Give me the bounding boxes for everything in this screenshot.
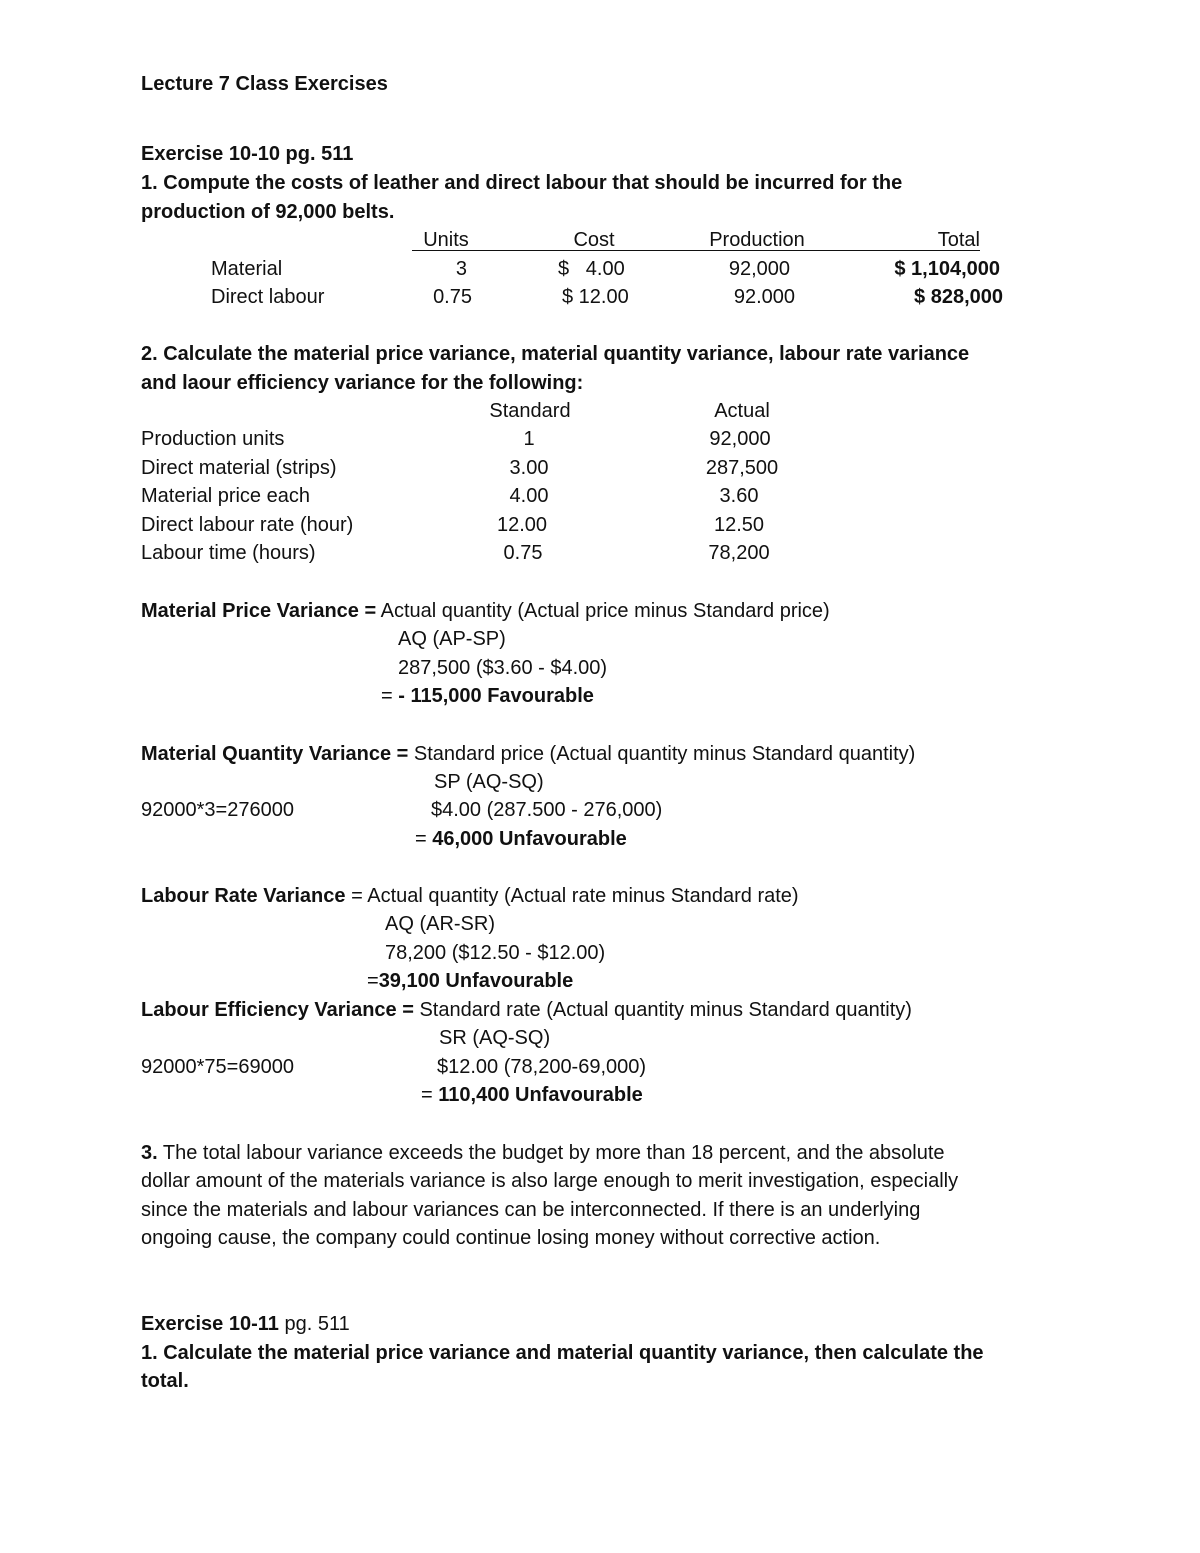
mqv-result-line	[415, 827, 627, 851]
mqv-short: SP (AQ-SQ)	[434, 771, 544, 793]
cell-production: 92,000	[728, 258, 790, 280]
exercise-2-question-line-2: total.	[141, 1370, 189, 1392]
lev-short: SR (AQ-SQ)	[439, 1027, 551, 1049]
mqv-calc: $4.00 (287.500 - 276,000)	[431, 799, 663, 821]
mqv-line	[141, 742, 915, 766]
q3-line-3: since the materials and labour variances can be interconnected. If there is an underlying	[141, 1199, 921, 1221]
lev-calc: $12.00 (78,200-69,000)	[437, 1056, 647, 1078]
cell-standard: 3.00	[509, 457, 549, 479]
q3-line-4: ongoing cause, the company could continue losing money without corrective action.	[141, 1227, 881, 1249]
lev-side-calc: 92000*75=69000	[141, 1056, 294, 1078]
col-header-total: Total	[937, 229, 980, 251]
lev-result-line	[421, 1083, 643, 1107]
exercise-2-title	[141, 1312, 350, 1336]
cell-cost: $ 12.00	[562, 286, 629, 308]
exercise-title: Exercise 10-10 pg. 511	[141, 143, 354, 165]
cell-total: $ 1,104,000	[894, 258, 1000, 280]
cell-total: $ 828,000	[914, 286, 1003, 308]
exercise-2-title-bold: Exercise 10-11	[141, 1313, 279, 1335]
cell-standard: 12.00	[496, 514, 548, 536]
lrv-result-line	[367, 969, 573, 993]
lev-result: 110,400 Unfavourable	[438, 1084, 643, 1106]
col-header-actual: Actual	[714, 400, 770, 422]
col-header-standard: Standard	[489, 400, 571, 422]
row-label: Direct labour rate (hour)	[141, 514, 354, 536]
col-header-cost: Cost	[573, 229, 615, 251]
question-1-line-2: production of 92,000 belts.	[141, 201, 395, 223]
mpv-short: AQ (AP-SP)	[398, 628, 506, 650]
cell-actual: 3.60	[719, 485, 759, 507]
q3-number: 3.	[141, 1142, 158, 1164]
question-2-line-2: and laour efficiency variance for the following:	[141, 372, 584, 394]
q3-line-1	[141, 1141, 945, 1165]
mpv-result-line	[381, 684, 594, 708]
lrv-label: Labour Rate Variance	[141, 885, 346, 907]
cell-actual: 78,200	[708, 542, 770, 564]
page-title: Lecture 7 Class Exercises	[141, 73, 388, 95]
cell-actual: 92,000	[709, 428, 771, 450]
row-label: Material price each	[141, 485, 310, 507]
mqv-formula: Standard price (Actual quantity minus Standard quantity)	[413, 743, 916, 765]
mpv-line	[141, 599, 830, 623]
cell-standard: 4.00	[509, 485, 549, 507]
mpv-calc: 287,500 ($3.60 - $4.00)	[398, 657, 608, 679]
question-2-line-1: 2. Calculate the material price variance, material quantity variance, labour rate variance	[141, 343, 970, 365]
col-header-production: Production	[709, 229, 805, 251]
mqv-side-calc: 92000*3=276000	[141, 799, 294, 821]
row-label: Labour time (hours)	[141, 542, 316, 564]
col-header-units: Units	[423, 229, 469, 251]
row-label: Direct labour	[211, 286, 325, 308]
cell-actual: 12.50	[713, 514, 765, 536]
exercise-2-question-line-1: 1. Calculate the material price variance and material quantity variance, then calculate the	[141, 1342, 984, 1364]
mqv-label: Material Quantity Variance =	[141, 743, 409, 765]
lev-line	[141, 998, 912, 1022]
row-label: Direct material (strips)	[141, 457, 337, 479]
row-label: Material	[211, 258, 283, 280]
row-label: Production units	[141, 428, 285, 450]
lrv-equals-label: =	[351, 885, 363, 907]
q3-line-2: dollar amount of the materials variance is also large enough to merit investigation, especially	[141, 1170, 959, 1192]
lev-label: Labour Efficiency Variance =	[141, 999, 414, 1021]
mpv-result: - 115,000 Favourable	[398, 685, 594, 707]
question-1-line-1: 1. Compute the costs of leather and direct labour that should be incurred for the	[141, 172, 903, 194]
cell-standard: 0.75	[503, 542, 543, 564]
lrv-result: 39,100 Unfavourable	[378, 970, 574, 992]
cell-units: 3	[455, 258, 467, 280]
cell-production: 92.000	[733, 286, 795, 308]
q3-text: The total labour variance exceeds the budget by more than 18 percent, and the absolute	[162, 1142, 945, 1164]
lev-equals: =	[421, 1084, 433, 1106]
mpv-label: Material Price Variance =	[141, 600, 377, 622]
cell-units: 0.75	[433, 286, 472, 308]
lrv-formula: Actual quantity (Actual rate minus Standard rate)	[367, 885, 799, 907]
cell-cost: $ 4.00	[558, 258, 625, 280]
mpv-formula: Actual quantity (Actual price minus Standard price)	[380, 600, 830, 622]
lrv-short: AQ (AR-SR)	[385, 913, 495, 935]
mqv-equals: =	[415, 828, 427, 850]
mpv-equals: =	[381, 685, 393, 707]
exercise-2-title-page: pg. 511	[284, 1313, 350, 1335]
header-underline	[412, 250, 980, 251]
lrv-line	[141, 884, 799, 908]
lrv-calc: 78,200 ($12.50 - $12.00)	[385, 942, 606, 964]
lrv-equals: =	[367, 970, 379, 992]
mqv-result: 46,000 Unfavourable	[432, 828, 627, 850]
cell-standard: 1	[523, 428, 535, 450]
cell-actual: 287,500	[705, 457, 779, 479]
lev-formula: Standard rate (Actual quantity minus Standard quantity)	[419, 999, 912, 1021]
